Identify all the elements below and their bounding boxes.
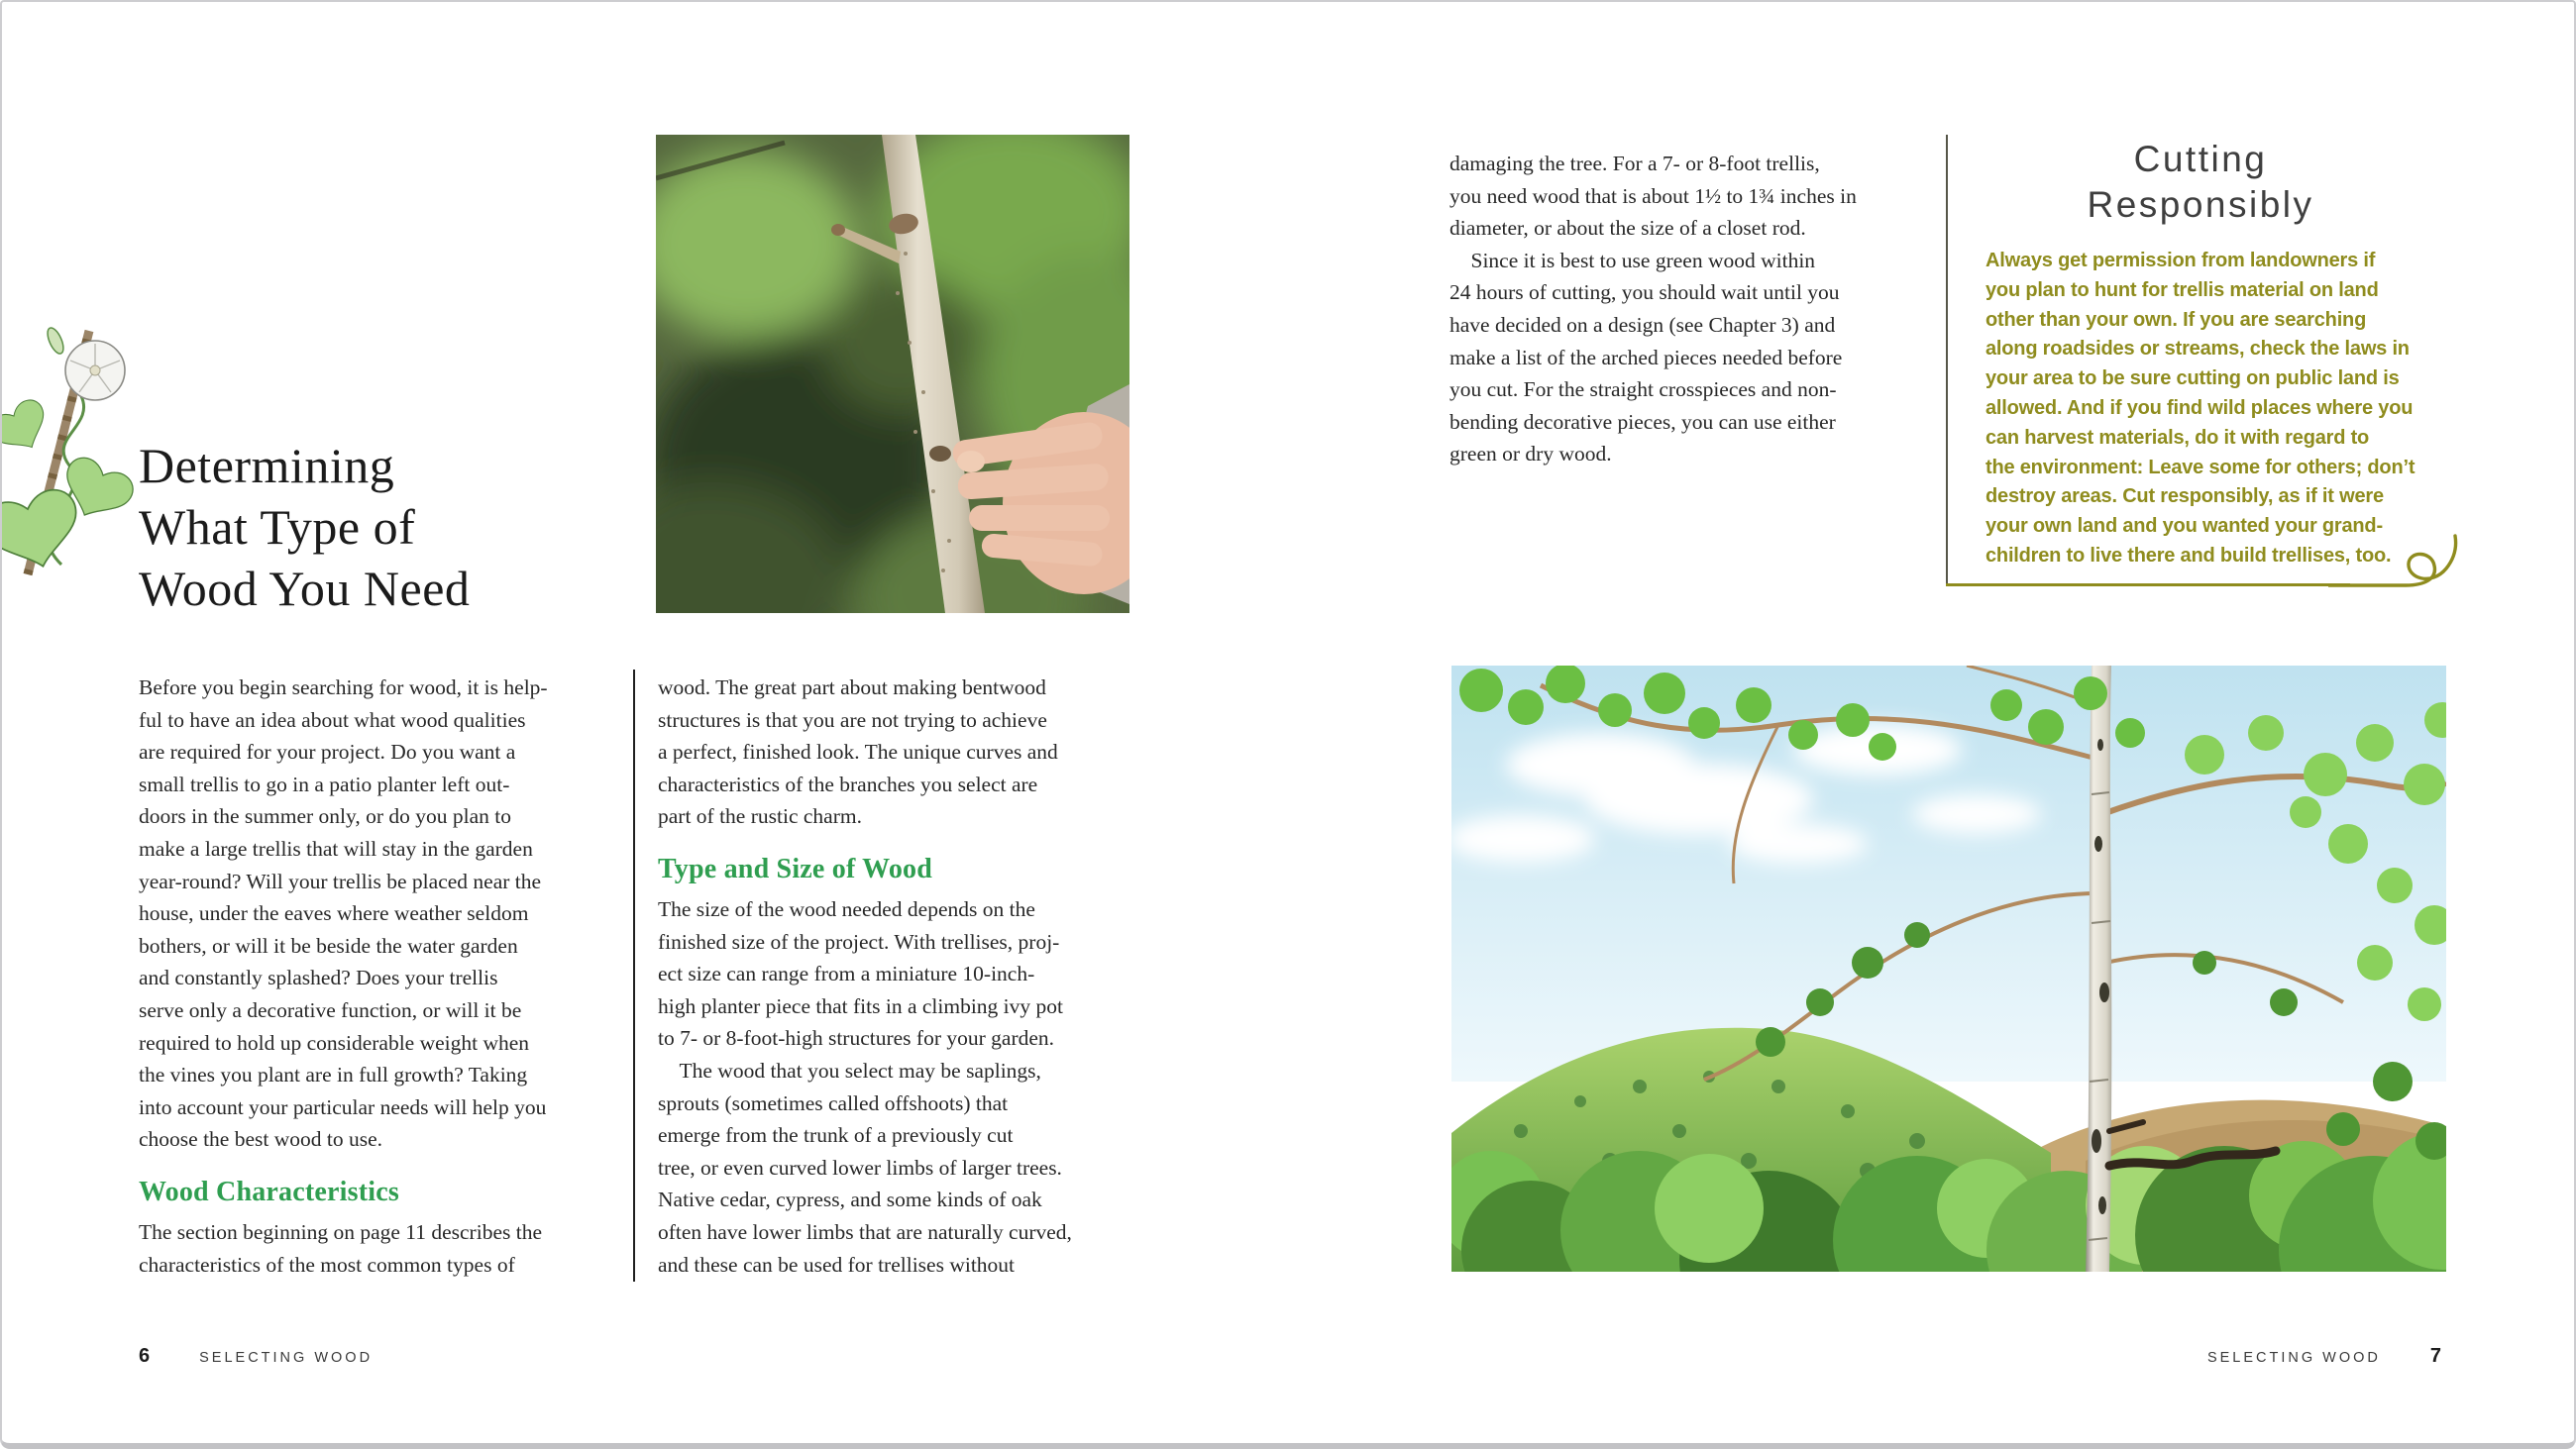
morning-glory-illustration	[0, 315, 155, 576]
column-divider-rule	[633, 670, 635, 1282]
type-and-size-heading: Type and Size of Wood	[658, 853, 932, 884]
tendril-curl-icon	[2328, 529, 2467, 592]
right-column	[1449, 148, 1925, 470]
paragraph: damaging the tree. For a 7- or 8-foot trellis, you need wood that is about 1½ to 1¾ inches in diameter, or about the size of a closet rod. Since it is best to use green wood within 24 hours of cutting, you should wait until you have decided on a design (see Chapter 3) and make a list of the arched pieces needed before you cut. For the straight crosspieces and non- bending decorative pieces, you can use either green or dry wood.	[1449, 152, 1857, 466]
sidebar-bottom-rule	[1946, 583, 2350, 586]
cutting-responsibly-box	[1946, 131, 2453, 586]
left-page-number: 6	[139, 1345, 151, 1367]
left-section-label: SELECTING WOOD	[199, 1350, 374, 1366]
sidebar-left-rule	[1946, 135, 1948, 586]
right-page-number: 7	[2429, 1345, 2441, 1367]
paragraph: The section beginning on page 11 describes the characteristics of the most common types of	[139, 1219, 542, 1277]
right-footer	[2207, 1345, 2441, 1371]
paragraph: The size of the wood needed depends on the finished size of the project. With trellises, proj- ect size can range from a miniature 10-inch- high planter piece that fits in a climbing ivy pot to 7- or 8-foot-high structures for your garden. The wood that you select may be saplings, sprouts (sometimes called offshoots) that emerge from the trunk of a previously cut tree, or even curved lower limbs of larger trees. Native cedar, cypress, and some kinds of oak often have lower limbs that are naturally curved, and these can be used for trellises without	[658, 896, 1072, 1277]
page-title: Determining What Type of Wood You Need	[139, 438, 471, 616]
left-column-1	[139, 672, 611, 1281]
left-column-2	[658, 672, 1136, 1281]
hand-branch-photo	[656, 135, 1129, 613]
sidebar-title: Cutting Responsibly	[2087, 139, 2314, 225]
right-section-label: SELECTING WOOD	[2206, 1350, 2381, 1366]
sidebar-body: Always get permission from landowners if you plan to hunt for trellis material on land other than your own. If you are searching along roadsides or streams, check the laws in your area to be sure cutting on public land is allowed. And if you find wild places where you can harvest materials, do it with regard to the environment: Leave some for others; don’t destroy areas. Cut responsibly, as if it were your own land and you wanted your grand- children to live there and build trellises, too.	[1986, 250, 2415, 567]
aspen-landscape-photo	[1451, 666, 2446, 1272]
left-footer	[139, 1345, 373, 1371]
paragraph: wood. The great part about making bentwood structures is that you are not trying to achieve a perfect, finished look. The unique curves and characteristics of the branches you select are part of the rustic charm.	[658, 675, 1058, 829]
wood-characteristics-heading: Wood Characteristics	[139, 1176, 399, 1207]
paragraph: Before you begin searching for wood, it is help- ful to have an idea about what wood qualities are required for your project. Do you want a small trellis to go in a patio planter left out- doors in the summer only, or do you plan to make a large trellis that will stay in the garden year-round? Will your trellis be placed near the house, under the eaves where weather seldom bothers, or will it be beside the water garden and constantly splashed? Does your trellis serve only a decorative function, or will it be required to hold up considerable weight when the vines you plant are in full growth? Taking into account your particular needs will help you choose the best wood to use.	[139, 675, 548, 1152]
